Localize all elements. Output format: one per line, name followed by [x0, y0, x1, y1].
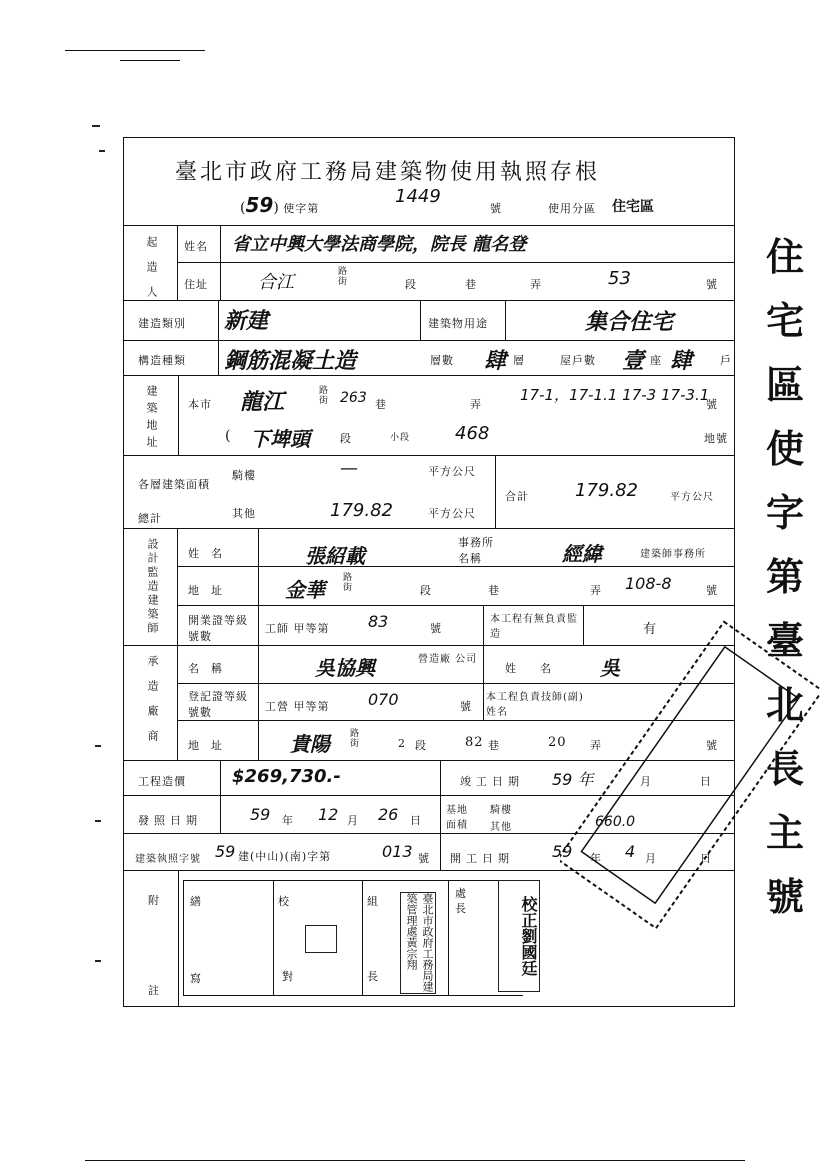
permit-line: (59) 使字第: [240, 193, 320, 217]
designer-license-label: 開業證等級號數: [188, 614, 248, 643]
applicant-name: 省立中興大學法商學院，院長 龍名登: [232, 234, 527, 255]
start-month: 4: [625, 842, 636, 861]
applicant-address-label: 住址: [184, 278, 208, 291]
designer-office-label: 事務所名稱: [458, 536, 494, 565]
applicant-group-label: 起造人: [145, 236, 158, 311]
permit-number: 1449: [395, 186, 441, 207]
site-alley-label: 弄: [470, 398, 482, 411]
site-city-label: 本市: [188, 398, 212, 411]
issue-other-label: 其他: [490, 822, 512, 833]
site-road: 龍江: [240, 390, 285, 415]
contractor-section: 2: [398, 737, 406, 750]
page-title: 臺北市政府工務局建築物使用執照存根: [175, 160, 601, 185]
side-stamp-char: 宅: [765, 298, 804, 343]
area-arcade-label: 騎樓: [232, 469, 256, 482]
contractor-reg-suffix: 號: [460, 700, 472, 713]
approval-stamp: 校正劉國廷: [498, 880, 540, 992]
area-other-unit: 平方公尺: [428, 507, 476, 520]
side-stamp-char: 第: [765, 554, 804, 599]
issue-base-label: 基地面積: [446, 805, 468, 831]
designer-license: 83: [368, 612, 389, 631]
designer-group-label: 設計監造建築師: [146, 538, 159, 636]
contractor-tech-label: 本工程負責技師(副)姓名: [486, 692, 584, 718]
remarks-col4: 處: [455, 887, 467, 900]
designer-section-label: 段: [420, 584, 432, 597]
households-label: 屋戶數: [560, 354, 596, 367]
site-numbers: 17-1，17-1.1 17-3 17-3.1: [520, 386, 710, 404]
designer-license-suffix: 號: [430, 622, 442, 635]
structure-value: 鋼筋混凝土造: [224, 349, 357, 374]
completion-month-label: 月: [640, 775, 652, 788]
area-other-value: 179.82: [330, 500, 393, 521]
use-label: 建築物用途: [428, 317, 488, 330]
designer-name-label: 姓名: [188, 547, 234, 560]
bldg-permit-number: 013: [382, 842, 413, 861]
issue-other-value: 660.0: [595, 814, 636, 830]
side-stamp-char: 臺: [765, 618, 804, 663]
zoning-label: 使用分區: [548, 202, 596, 215]
site-section-label: 段: [340, 432, 352, 445]
households-unit2: 戶: [720, 354, 732, 367]
contractor-reg-label: 登記證等級號數: [188, 690, 248, 719]
designer-number: 108-8: [625, 574, 672, 593]
contractor-name: 吳協興: [315, 656, 375, 680]
start-month-label: 月: [645, 852, 657, 865]
designer-office: 經緯: [562, 542, 602, 566]
remarks-col1b: 寫: [190, 972, 202, 985]
designer-alley-label: 弄: [590, 584, 602, 597]
households-unit: 座: [650, 354, 662, 367]
designer-office-suffix: 建築師事務所: [640, 549, 706, 560]
zoning-value: 住宅區: [612, 199, 654, 215]
bldg-permit-label: 建築執照字號: [135, 854, 201, 865]
permit-type-label: 使字第: [283, 202, 320, 215]
site-road-label: 路街: [317, 385, 327, 405]
side-stamp-char: 字: [765, 490, 804, 535]
site-lot-label: 地號: [704, 432, 728, 445]
applicant-name-label: 姓名: [184, 240, 208, 253]
start-label: 開工日期: [450, 852, 514, 865]
site-section-lane: 263: [340, 390, 367, 406]
issue-month: 12: [318, 805, 339, 824]
remarks-col2b: 對: [282, 970, 294, 983]
start-year: 59: [552, 842, 573, 861]
contractor-lane-label: 巷: [488, 739, 500, 752]
designer-name: 張紹載: [305, 544, 365, 568]
applicant-alley-label: 弄: [530, 278, 542, 291]
site-subsection-label: 小段: [390, 433, 411, 443]
remarks-col1: 繕: [190, 895, 202, 908]
contractor-alley: 20: [548, 735, 567, 750]
cost-value: $269,730.-: [232, 766, 341, 787]
contractor-reg: 070: [368, 690, 399, 709]
designer-road-label: 路街: [341, 572, 351, 592]
contractor-number-label: 號: [706, 739, 718, 752]
side-stamp-char: 號: [765, 874, 804, 919]
permit-no-label: 號: [490, 202, 502, 215]
completion-value: 59 年: [552, 770, 594, 789]
area-arcade-value: —: [340, 458, 358, 479]
designer-number-label: 號: [706, 584, 718, 597]
site-paren: (: [225, 428, 232, 444]
issue-day: 26: [378, 805, 399, 824]
cost-label: 工程造價: [138, 775, 186, 788]
floors-unit: 層: [513, 354, 525, 367]
site-lane-label: 巷: [375, 398, 387, 411]
contractor-lane: 82: [465, 735, 484, 750]
floors-value: 肆: [484, 349, 507, 374]
permit-year: 59: [245, 193, 274, 217]
area-group-label: 各層建築面積總計: [138, 478, 210, 525]
category-label: 建造類別: [138, 317, 186, 330]
issue-year: 59: [250, 805, 271, 824]
issue-month-label: 月: [347, 814, 359, 827]
site-number-label: 號: [706, 398, 718, 411]
diagonal-stamp: [560, 610, 820, 940]
contractor-person-label: 姓名: [505, 662, 575, 675]
designer-road: 金華: [285, 578, 325, 602]
bldg-permit-year: 59: [215, 842, 236, 861]
households-value: 壹: [622, 349, 645, 374]
side-stamp-char: 主: [765, 810, 804, 855]
completion-day-label: 日: [700, 775, 712, 788]
applicant-road-label: 路街: [336, 266, 346, 286]
contractor-name-suffix: 營造廠 公司: [418, 654, 478, 665]
applicant-road: 合江: [258, 272, 294, 293]
applicant-section-label: 段: [405, 278, 417, 291]
remarks-label-bottom: 註: [148, 984, 160, 997]
applicant-number-label: 號: [706, 278, 718, 291]
site-group-label: 建築地址: [145, 385, 158, 453]
designer-license-prefix: 工師 甲等第: [265, 622, 330, 635]
contractor-name-label: 名稱: [188, 662, 234, 675]
area-total-label: 合計: [505, 490, 529, 503]
area-arcade-unit: 平方公尺: [428, 465, 476, 478]
remarks-col3: 組: [367, 895, 379, 908]
remarks-col2: 校: [278, 895, 290, 908]
seal-mark: [305, 925, 337, 953]
contractor-person: 吳: [600, 656, 620, 680]
structure-label: 構造種類: [138, 354, 186, 367]
contractor-road-label: 路街: [348, 728, 358, 748]
applicant-number: 53: [608, 268, 631, 289]
area-other-label: 其他: [232, 507, 256, 520]
start-day-label: 日: [700, 852, 712, 865]
use-value: 集合住宅: [585, 310, 674, 335]
issue-arcade-label: 騎樓: [490, 805, 512, 816]
bldg-permit-code: 建(中山)(南)字第: [238, 850, 332, 863]
side-stamp-char: 區: [765, 362, 804, 407]
bldg-permit-suffix: 號: [418, 852, 430, 865]
contractor-alley-label: 弄: [590, 739, 602, 752]
area-total-unit: 平方公尺: [670, 492, 714, 503]
contractor-address-label: 地址: [188, 739, 234, 752]
issue-label: 發照日期: [138, 814, 202, 827]
site-district: 下埤頭: [250, 427, 310, 451]
issue-year-label: 年: [282, 814, 294, 827]
side-stamp-char: 使: [765, 426, 804, 471]
site-lot: 468: [455, 423, 490, 444]
applicant-lane-label: 巷: [465, 278, 477, 291]
completion-label: 竣工日期: [460, 775, 524, 788]
remarks-col3b: 長: [367, 970, 379, 983]
category-value: 新建: [224, 309, 269, 334]
side-stamp-char: 住: [765, 234, 804, 279]
contractor-reg-prefix: 工營 甲等第: [265, 700, 330, 713]
side-stamp-char: 北: [765, 682, 804, 727]
floors-label: 層數: [430, 354, 454, 367]
issue-day-label: 日: [410, 814, 422, 827]
area-total-value: 179.82: [575, 480, 638, 501]
designer-lane-label: 巷: [488, 584, 500, 597]
households-value2: 肆: [670, 349, 693, 374]
contractor-section-label: 段: [415, 739, 427, 752]
designer-address-label: 地址: [188, 584, 234, 597]
side-stamp-char: 長: [765, 746, 804, 791]
contractor-group-label: 承造廠商: [146, 655, 159, 755]
remarks-label-top: 附: [148, 894, 160, 907]
designer-supervise-label: 本工程有無負責監造: [490, 614, 578, 640]
remarks-col4b: 長: [455, 902, 467, 915]
start-year-label: 年: [590, 852, 602, 865]
designer-supervise-value: 有: [643, 622, 658, 637]
contractor-road: 貴陽: [290, 732, 330, 756]
reviewer-stamp: 臺北市政府工務局建築管理處黃宗翔: [400, 892, 436, 994]
